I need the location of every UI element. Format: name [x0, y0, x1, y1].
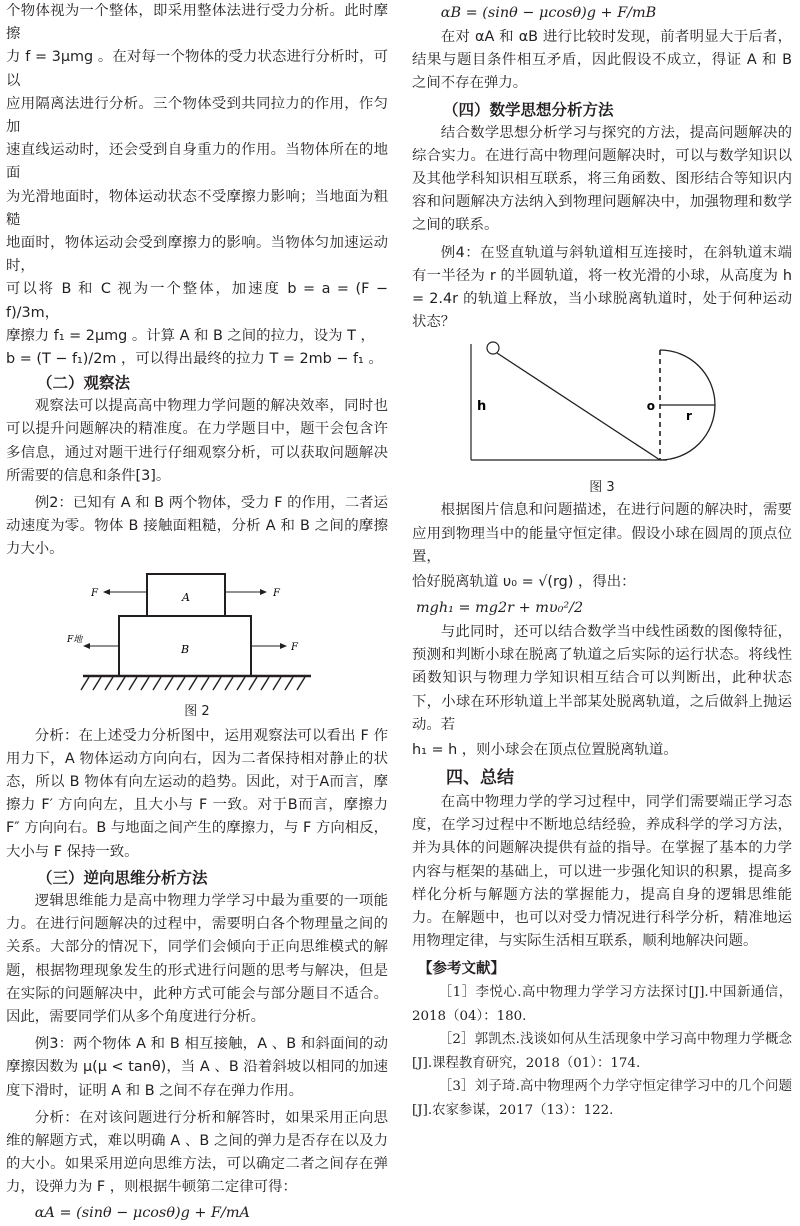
intro-line: 个物体视为一个整体，即采用整体法进行受力分析。此时摩擦 [6, 3, 388, 43]
section-heading-reverse-thinking: （三）逆向思维分析方法 [37, 868, 208, 887]
force-label-a-left: F [91, 587, 98, 599]
block-b-label: B [180, 642, 190, 656]
figure-2-diagram [67, 568, 327, 700]
left-column [6, 0, 388, 1226]
radius-label: r [686, 409, 692, 424]
example-4-text: 例4：在竖直轨道与斜轨道相互连接时，在斜轨道末端有一半径为 r 的半圆轨道，将一枚光滑的小球，从高度为 h = 2.4r 的轨道上释放，当小球脱离轨道时，处于何种运动状态？ [412, 244, 792, 331]
intro-line: 速直线运动时，还会受到自身重力的作用。当物体所在的地面 [6, 142, 388, 182]
analysis-3: 分析：在对该问题进行分析和解答时，如果采用正向思维的解题方式，难以明确 A 、B 之间的弹力是否存在以及力的大小。如果采用逆向思维方法，可以确定二者之间存在弹力，设弹力为 F ，则根据牛顿第二定律可得： [6, 1109, 388, 1196]
energy-equation: mgh₁ = mg2r + mυ₀²/2 [416, 600, 584, 617]
height-label: h [477, 399, 487, 415]
force-label-b-right: F [291, 641, 298, 653]
example-2-text: 例2：已知有 A 和 B 两个物体，受力 F 的作用，二者运动速度为零。物体 B 接触面粗糙，分析 A 和 B 之间的摩擦力大小。 [6, 495, 388, 558]
figure-2 [6, 568, 388, 719]
center-label: o [646, 399, 655, 414]
intro-line: 可以将 B 和 C 视为一个整体，加速度 b = a = (F − f)/3m， [6, 281, 388, 321]
references-heading: 【参考文献】 [418, 961, 505, 978]
intro-line: b = (T − f₁)/2m ，可以得出最终的拉力 T = 2mb − f₁ 。 [6, 351, 383, 368]
summary-body: 在高中物理力学的学习过程中，同学们需要端正学习态度，在学习过程中不断地总结经验，养成科学的学习方法，并为具体的问题解决提供有益的指导。在掌握了基本的力学内容与框架的基础上，可以进一步强化知识的积累，提高多样化分析与解题方法的掌握能力，提高自身的逻辑思维能力。在解题中，也可以对受力情况进行科学分析，精准地运用物理定律，与实际生活相互联系，顺利地解决问题。 [412, 794, 792, 950]
figure-3-caption: 图 3 [589, 480, 615, 496]
right-column [412, 0, 792, 1122]
equation-acceleration-a: αA = (sinθ − μcosθ)g + F/mA [34, 1204, 250, 1221]
section-body-observation: 观察法可以提高高中物理力学问题的解决效率，同时也可以提升问题解决的精准度。在力学题目中，题干会包含许多信息，通过对题干进行仔细观察分析，可以获取问题解决所需要的信息和条件[3]。 [6, 398, 388, 484]
figure-3-diagram [457, 340, 747, 476]
summary-heading: 四、总结 [446, 768, 514, 789]
comparison-text: 在对 αA 和 αB 进行比较时发现，前者明显大于后者，结果与题目条件相互矛盾，因此假设不成立，得证 A 和 B 之间不存在弹力。 [412, 29, 792, 92]
condition-line: 恰好脱离轨道 υ₀ = √(rg) ，得出： [412, 574, 636, 591]
intro-line: 为光滑地面时，物体运动状态不受摩擦力影响；当地面为粗糙 [6, 188, 388, 228]
friction-label: F地 [67, 634, 83, 645]
conclusion-line: h₁ = h ，则小球会在顶点位置脱离轨道。 [412, 742, 678, 759]
reference-item: ［3］刘子琦.高中物理两个力学守恒定律学习中的几个问题[J].农家参谋，2017（13）：122. [412, 1079, 792, 1118]
analysis-4b: 与此同时，还可以结合数学当中线性函数的图像特征，预测和判断小球在脱离了轨道之后实际的运行状态。将线性函数知识与物理力学知识相互结合可以判断出，此种状态下，小球在环形轨道上半部某处脱离轨道，之后做斜上抛运动。若 [412, 624, 792, 733]
block-a-label: A [182, 590, 190, 604]
example-3-text: 例3：两个物体 A 和 B 相互接触，A 、B 和斜面间的动摩擦因数为 μ(μ < tanθ)，当 A 、B 沿着斜坡以相同的加速度下滑时，证明 A 和 B 之间不存在弹力作用。 [6, 1036, 388, 1099]
section-heading-math-thinking: （四）数学思想分析方法 [443, 100, 614, 119]
intro-line: 摩擦力 f₁ = 2μmg 。计算 A 和 B 之间的拉力，设为 T ， [6, 327, 375, 344]
ground-hatching [81, 677, 305, 690]
analysis-2: 分析：在上述受力分析图中，运用观察法可以看出 F 作用力下，A 物体运动方向向右，因为二者保持相对静止的状态，所以 B 物体有向左运动的趋势。因此，对于A而言，摩擦力 F′ 方向向左，且大小与 F 一致。对于B而言，摩擦力 F″ 方向向右。B 与地面之间产生的摩擦力，与 F 方向相反，大小与 F 保持一致。 [6, 727, 388, 860]
force-label-a-right: F [273, 587, 280, 599]
analysis-4: 根据图片信息和问题描述，在进行问题的解决时，需要应用到物理当中的能量守恒定律。假设小球在圆周的顶点位置， [412, 502, 792, 565]
reference-item: ［1］李悦心.高中物理力学学习方法探讨[J].中国新通信，2018（04）：180. [412, 985, 792, 1024]
equation-acceleration-b: αB = (sinθ − μcosθ)g + F/mB [440, 5, 657, 21]
reference-item: ［2］郭凯杰.浅谈如何从生活现象中学习高中物理力学概念[J].课程教育研究，2018（01）：174. [412, 1032, 792, 1071]
section-body-math-thinking: 结合数学思想分析学习与探究的方法，提高问题解决的综合实力。在进行高中物理问题解决时，可以与数学知识以及其他学科知识相互联系，将三角函数、图形结合等知识内容和问题解决方法纳入到物理问题解决中，加强物理和数学之间的联系。 [412, 124, 792, 234]
section-body-reverse-thinking: 逻辑思维能力是高中物理力学学习中最为重要的一项能力。在进行问题解决的过程中，需要明白各个物理量之间的关系。大部分的情况下，同学们会倾向于正向思维模式的解题，根据物理现象发生的形式进行问题的思考与解决，但是在实际的问题解决中，此种方式可能会与部分题目不适合。因此，需要同学们从多个角度进行分析。 [6, 892, 388, 1025]
ball [487, 342, 499, 354]
reference-list [412, 981, 792, 1122]
intro-line: 地面时，物体运动会受到摩擦力的影响。当物体匀加速运动时， [6, 235, 388, 275]
intro-line: 力 f = 3μmg 。在对每一个物体的受力状态进行分析时，可以 [6, 49, 388, 89]
section-heading-observation: （二）观察法 [37, 374, 131, 393]
intro-paragraph [6, 0, 388, 371]
figure-3 [412, 340, 792, 495]
intro-line: 应用隔离法进行分析。三个物体受到共同拉力的作用，作匀加 [6, 95, 388, 136]
figure-2-caption: 图 2 [184, 703, 210, 719]
